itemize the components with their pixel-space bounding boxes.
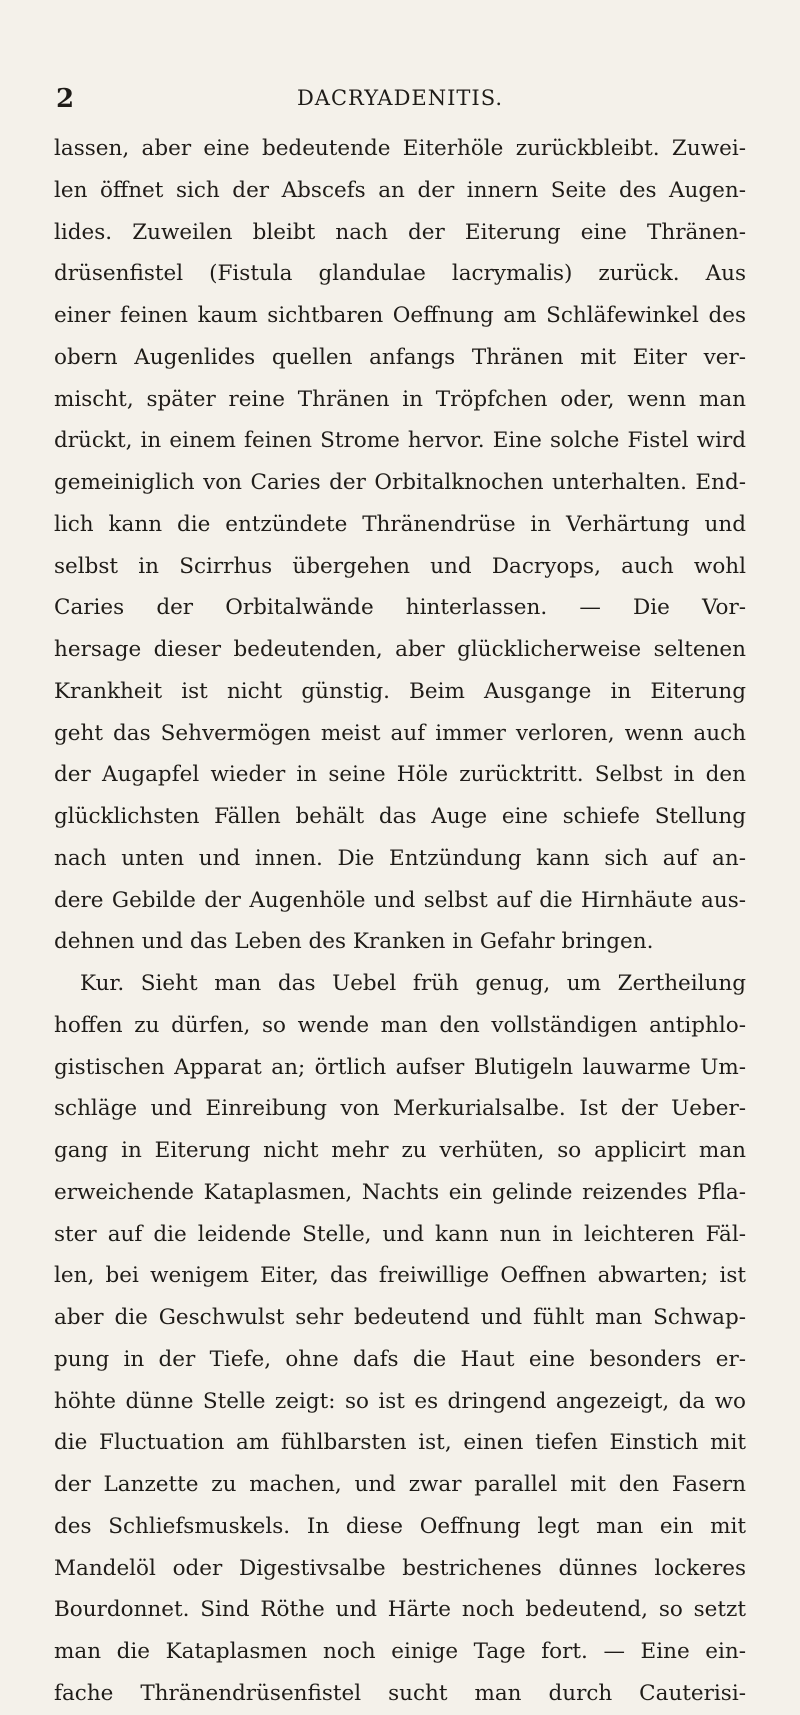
text-line: lich kann die entzündete Thränendrüse in Verhärtung und [54,511,746,537]
text-line: der Lanzette zu machen, und zwar parallel mit den Fasern [54,1472,746,1497]
text-line: mischt, später reine Thränen in Tröpfchen oder, wenn man [54,386,746,412]
text-line: gemeiniglich von Caries der Orbitalknochen unterhalten. End- [54,470,746,495]
text-line: nach unten und innen. Die Entzündung kann sich auf an- [54,845,746,871]
text-line: lassen, aber eine bedeutende Eiterhöle zurückbleibt. Zuwei- [54,136,746,161]
text-line: pung in der Tiefe, ohne dafs die Haut eine besonders er- [54,1346,746,1372]
text-line: fache Thränendrüsenfistel sucht man durch Cauterisi- [54,1680,746,1706]
text-line: des Schliefsmuskels. In diese Oeffnung legt man ein mit [54,1513,746,1539]
text-line: ster auf die leidende Stelle, und kann nun in leichteren Fäl- [54,1221,746,1247]
text-line: len, bei wenigem Eiter, das freiwillige Oeffnen abwarten; ist [54,1263,746,1289]
text-line: man die Kataplasmen noch einige Tage fort. — Eine ein- [54,1639,746,1664]
text-line: gistischen Apparat an; örtlich aufser Blutigeln lauwarme Um- [54,1054,746,1080]
text-line: einer feinen kaum sichtbaren Oeffnung am Schläfewinkel des [54,303,746,328]
text-line: dere Gebilde der Augenhöle und selbst auf die Hirnhäute aus- [54,887,746,913]
text-line: drückt, in einem feinen Strome hervor. Eine solche Fistel wird [54,428,746,454]
text-line: erweichende Kataplasmen, Nachts ein gelinde reizendes Pfla- [54,1179,746,1205]
text-line: selbst in Scirrhus übergehen und Dacryops, auch wohl [54,553,746,579]
body-text [54,128,746,1715]
text-line: geht das Sehvermögen meist auf immer verloren, wenn auch [54,720,746,746]
text-line: gang in Eiterung nicht mehr zu verhüten, so applicirt man [54,1138,746,1163]
page-header [56,84,744,118]
text-line: hersage dieser bedeutenden, aber glücklicherweise seltenen [54,637,746,662]
text-line: len öffnet sich der Abscefs an der innern Seite des Augen- [54,177,746,203]
text-line: Mandelöl oder Digestivsalbe bestrichenes dünnes lockeres [54,1555,746,1581]
text-line: Caries der Orbitalwände hinterlassen. — Die Vor- [54,595,746,621]
text-line: lides. Zuweilen bleibt nach der Eiterung eine Thränen- [54,219,746,245]
text-line: dehnen und das Leben des Kranken in Gefahr bringen. [54,929,654,955]
text-line: die Fluctuation am fühlbarsten ist, einen tiefen Einstich mit [54,1430,746,1456]
text-line: hoffen zu dürfen, so wende man den vollständigen antiphlo- [54,1012,746,1038]
running-title: DACRYADENITIS. [296,86,504,110]
text-line: Bourdonnet. Sind Röthe und Härte noch bedeutend, so setzt [54,1597,746,1623]
text-line: Kur. Sieht man das Uebel früh genug, um Zertheilung [80,971,746,996]
page-number: 2 [56,84,75,114]
text-line: obern Augenlides quellen anfangs Thränen mit Eiter ver- [54,344,746,370]
text-line: glücklichsten Fällen behält das Auge eine schiefe Stellung [54,804,746,829]
text-line: aber die Geschwulst sehr bedeutend und fühlt man Schwap- [54,1305,746,1330]
text-line: höhte dünne Stelle zeigt: so ist es dringend angezeigt, da wo [54,1388,746,1414]
text-line: Krankheit ist nicht günstig. Beim Ausgange in Eiterung [54,678,746,704]
text-line: der Augapfel wieder in seine Höle zurücktritt. Selbst in den [54,762,746,788]
text-line: schläge und Einreibung von Merkurialsalbe. Ist der Ueber- [54,1096,746,1122]
text-line: drüsenfistel (Fistula glandulae lacrymalis) zurück. Aus [54,261,746,287]
